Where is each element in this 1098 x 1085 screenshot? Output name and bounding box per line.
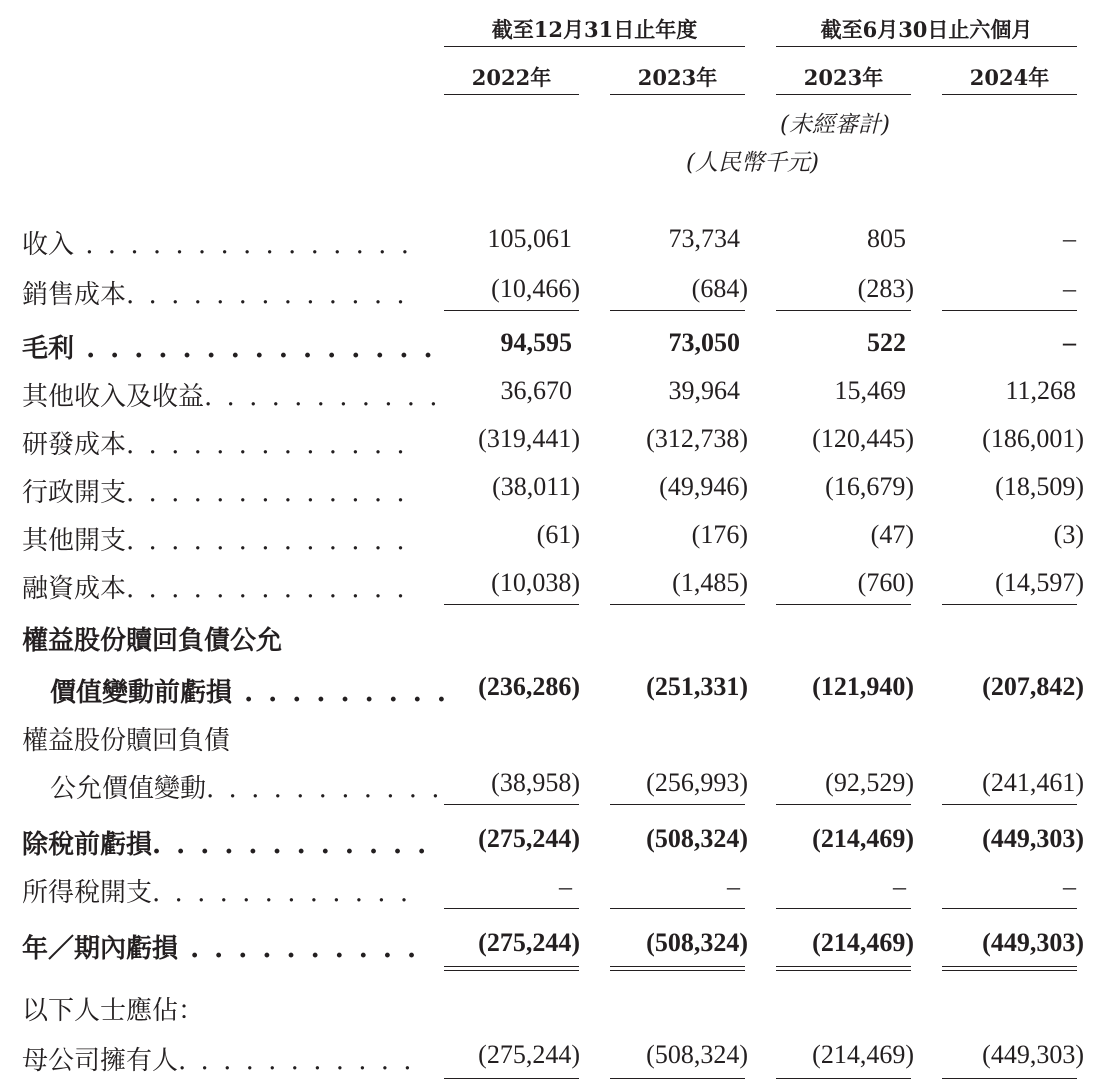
year-rule <box>444 94 579 95</box>
row-label-text: 年／期內虧損 <box>22 934 179 964</box>
leader-dots: . . . . . . . . . . . . . <box>126 526 408 556</box>
cell-value: (186,001) <box>982 424 1084 453</box>
row-loss-before-tax <box>0 824 1098 864</box>
leader-dots: . . . . . . . . . . . . . <box>126 280 408 310</box>
cell-value: (508,324) <box>646 824 748 853</box>
cell-value: (214,469) <box>812 824 914 853</box>
subtotal-rule <box>610 310 745 311</box>
total-double-rule <box>610 966 745 971</box>
cell-value: 39,964 <box>668 376 740 405</box>
cell-value: – <box>1063 872 1076 901</box>
cell-value: (176) <box>691 520 748 549</box>
cell-value: (449,303) <box>982 928 1084 957</box>
row-label <box>22 928 419 965</box>
row-label <box>22 520 408 557</box>
cell-value: (256,993) <box>646 768 748 797</box>
cell-value: – <box>727 872 740 901</box>
row-other-income <box>0 376 1098 416</box>
total-double-rule <box>942 966 1077 971</box>
row-label <box>22 872 411 909</box>
subtotal-rule <box>444 908 579 909</box>
row-label-text: 行政開支 <box>22 478 127 508</box>
header-annual-rule <box>444 46 745 47</box>
cell-value: (16,679) <box>825 472 914 501</box>
row-label-text: 研發成本 <box>22 430 127 460</box>
header-annual-period: 截至12月31日止年度 <box>491 17 698 42</box>
row-label-text: 其他收入及收益 <box>22 382 205 412</box>
row-cost-of-sales <box>0 274 1098 314</box>
leader-dots: . . . . . . . . . . <box>178 934 420 964</box>
cell-value: (319,441) <box>478 424 580 453</box>
row-label-text: 價值變動前虧損 <box>50 678 233 708</box>
leader-dots: . . . . . . . . . . . . . <box>126 430 408 460</box>
row-label-text: 其他開支 <box>22 526 127 556</box>
cell-value: – <box>1063 224 1076 253</box>
row-label-text: 所得稅開支 <box>22 878 153 908</box>
cell-value: (312,738) <box>646 424 748 453</box>
cell-value: – <box>893 872 906 901</box>
cell-value: (449,303) <box>982 1040 1084 1069</box>
row-label-text: 權益股份贖回負債 <box>22 726 231 756</box>
row-redemption-liability-fv-line1 <box>0 720 1098 760</box>
cell-value: (508,324) <box>646 1040 748 1069</box>
row-label-text: 收入 <box>22 230 75 260</box>
row-revenue <box>0 224 1098 264</box>
cell-value: (214,469) <box>812 928 914 957</box>
leader-dots: . . . . . . . . . . . . . <box>126 574 408 604</box>
cell-value: 73,050 <box>668 328 740 357</box>
row-label-text: 除稅前虧損 <box>22 830 153 860</box>
cell-value: (214,469) <box>812 1040 914 1069</box>
leader-dots: . . . . . . . . . . . <box>206 774 443 804</box>
year-rule <box>776 94 911 95</box>
leader-dots: . . . . . . . . . . . . . <box>126 478 408 508</box>
cell-value: (18,509) <box>995 472 1084 501</box>
year-rule <box>942 94 1077 95</box>
cell-value: 522 <box>867 328 906 357</box>
row-attributable-to <box>0 990 1098 1030</box>
cell-value: (684) <box>691 274 748 303</box>
row-loss-before-fv-change <box>0 672 1098 712</box>
subtotal-rule <box>444 1078 579 1079</box>
cell-value: (236,286) <box>478 672 580 701</box>
row-parent-owners <box>0 1040 1098 1080</box>
leader-dots: . . . . . . . . . . . <box>178 1046 415 1076</box>
subtotal-rule <box>610 1078 745 1079</box>
cell-value: (38,958) <box>491 768 580 797</box>
row-label-text: 以下人士應佔： <box>22 996 205 1026</box>
subtotal-rule <box>610 908 745 909</box>
cell-value: (121,940) <box>812 672 914 701</box>
row-label <box>22 620 282 657</box>
subtotal-rule <box>942 310 1077 311</box>
leader-dots: . . . . . . . . . . . . . . . <box>74 230 412 260</box>
cell-value: – <box>1063 328 1076 357</box>
row-label <box>22 274 408 311</box>
row-loss-for-period <box>0 928 1098 968</box>
cell-value: 94,595 <box>500 328 572 357</box>
leader-dots: . . . . . . . . . . . . <box>152 878 412 908</box>
row-label <box>22 328 436 365</box>
subtotal-rule <box>942 1078 1077 1079</box>
cell-value: (508,324) <box>646 928 748 957</box>
subtotal-rule <box>610 804 745 805</box>
cell-value: (10,466) <box>491 274 580 303</box>
cell-value: – <box>1063 274 1076 303</box>
cell-value: (449,303) <box>982 824 1084 853</box>
row-label-text: 融資成本 <box>22 574 127 604</box>
cell-value: 805 <box>867 224 906 253</box>
row-label <box>22 1040 415 1077</box>
cell-value: (251,331) <box>646 672 748 701</box>
cell-value: (92,529) <box>825 768 914 797</box>
row-label-text: 毛利 <box>22 334 75 364</box>
row-label <box>22 568 408 605</box>
row-label <box>22 990 204 1027</box>
cell-value: (47) <box>870 520 914 549</box>
header-year-2024-interim: 2024年 <box>969 65 1050 90</box>
row-rd-costs <box>0 424 1098 464</box>
cell-value: 36,670 <box>500 376 572 405</box>
row-admin-expenses <box>0 472 1098 512</box>
row-label-text: 公允價值變動 <box>50 774 207 804</box>
row-label <box>22 224 412 261</box>
row-label-text: 銷售成本 <box>22 280 127 310</box>
leader-dots: . . . . . . . . . . . . <box>152 830 430 860</box>
cell-value: 15,469 <box>834 376 906 405</box>
subtotal-rule <box>444 310 579 311</box>
row-finance-costs <box>0 568 1098 608</box>
subtotal-rule <box>776 908 911 909</box>
subtotal-rule <box>776 1078 911 1079</box>
row-label-text: 母公司擁有人 <box>22 1046 179 1076</box>
total-double-rule <box>444 966 579 971</box>
cell-value: 11,268 <box>1005 376 1076 405</box>
cell-value: (10,038) <box>491 568 580 597</box>
header-year-2022: 2022年 <box>471 65 552 90</box>
leader-dots: . . . . . . . . . . . . . . . <box>74 334 436 364</box>
cell-value: (61) <box>536 520 580 549</box>
cell-value: (1,485) <box>672 568 748 597</box>
unaudited-note: (未經審計) <box>780 112 890 138</box>
cell-value: (3) <box>1053 520 1084 549</box>
cell-value: (38,011) <box>492 472 580 501</box>
row-label <box>22 424 408 461</box>
cell-value: 105,061 <box>487 224 572 253</box>
row-label-text: 權益股份贖回負債公允 <box>22 626 283 656</box>
row-income-tax <box>0 872 1098 912</box>
row-other-expenses <box>0 520 1098 560</box>
currency-note: (人民幣千元) <box>686 150 819 176</box>
cell-value: (49,946) <box>659 472 748 501</box>
cell-value: (275,244) <box>478 824 580 853</box>
total-double-rule <box>776 966 911 971</box>
cell-value: 73,734 <box>668 224 740 253</box>
cell-value: (760) <box>857 568 914 597</box>
cell-value: (120,445) <box>812 424 914 453</box>
cell-value: – <box>559 872 572 901</box>
cell-value: (14,597) <box>995 568 1084 597</box>
row-label <box>22 720 230 757</box>
header-year-2023-interim: 2023年 <box>803 65 884 90</box>
row-label <box>50 672 449 709</box>
subtotal-rule <box>942 604 1077 605</box>
header-year-2023-annual: 2023年 <box>637 65 718 90</box>
leader-dots: . . . . . . . . . . . <box>204 382 441 412</box>
row-fv-change <box>0 768 1098 808</box>
leader-dots: . . . . . . . . . <box>232 678 449 708</box>
subtotal-rule <box>444 804 579 805</box>
row-redemption-liability-line1 <box>0 620 1098 660</box>
cell-value: (283) <box>857 274 914 303</box>
header-interim-period: 截至6月30日止六個月 <box>820 17 1033 42</box>
header-interim-rule <box>776 46 1077 47</box>
subtotal-rule <box>776 604 911 605</box>
subtotal-rule <box>776 310 911 311</box>
row-label <box>22 824 429 861</box>
year-rule <box>610 94 745 95</box>
row-gross-profit <box>0 328 1098 368</box>
row-label <box>50 768 443 805</box>
subtotal-rule <box>942 908 1077 909</box>
row-label <box>22 472 408 509</box>
subtotal-rule <box>444 604 579 605</box>
cell-value: (275,244) <box>478 928 580 957</box>
row-label <box>22 376 441 413</box>
cell-value: (241,461) <box>982 768 1084 797</box>
cell-value: (275,244) <box>478 1040 580 1069</box>
subtotal-rule <box>942 804 1077 805</box>
subtotal-rule <box>776 804 911 805</box>
subtotal-rule <box>610 604 745 605</box>
cell-value: (207,842) <box>982 672 1084 701</box>
